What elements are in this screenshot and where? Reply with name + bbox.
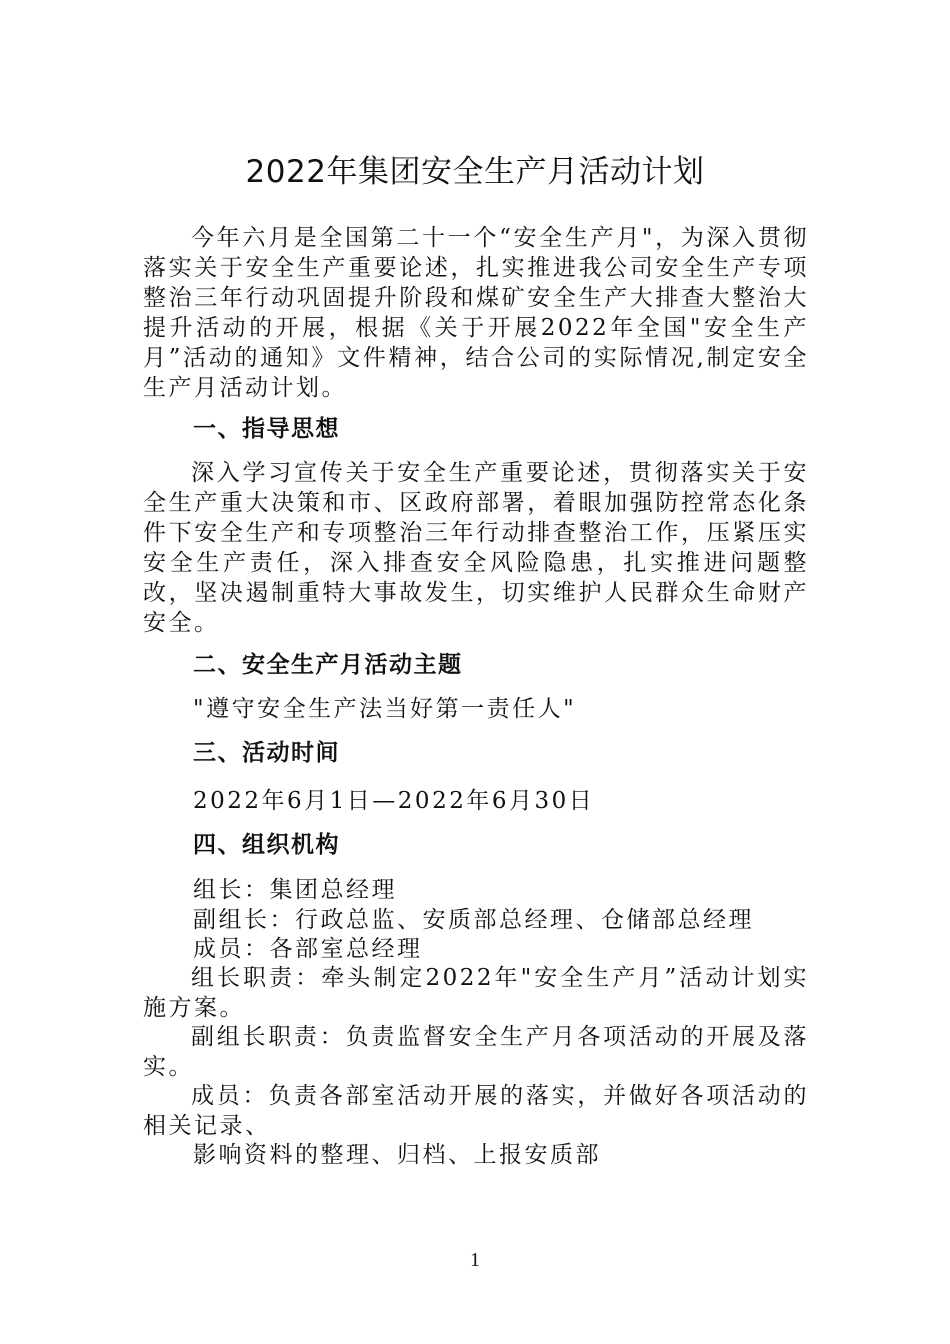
leader-duty-paragraph: 组长职责：牵头制定2022年"安全生产月”活动计划实施方案。 <box>143 965 809 1021</box>
intro-paragraph: 今年六月是全国第二十一个“安全生产月"，为深入贯彻落实关于安全生产重要论述，扎实推进我公司安全生产专项整治三年行动巩固提升阶段和煤矿安全生产大排查大整治大提升活动的开展，根据《关于开展2022年全国"安全生产月”活动的通知》文件精神，结合公司的实际情况,制定安全生产月活动计划。 <box>143 225 809 401</box>
section-heading-time: 三、活动时间 <box>193 740 340 766</box>
deputy-duty-paragraph: 副组长职责：负责监督安全生产月各项活动的开展及落实。 <box>143 1024 809 1080</box>
section-heading-organization: 四、组织机构 <box>193 832 340 858</box>
organization-deputy-leader: 副组长：行政总监、安质部总经理、仓储部总经理 <box>193 907 754 933</box>
section-heading-guiding-thought: 一、指导思想 <box>193 416 340 442</box>
activity-date-range: 2022年6月1日—2022年6月30日 <box>193 788 595 814</box>
organization-members: 成员：各部室总经理 <box>193 936 423 962</box>
guiding-thought-paragraph: 深入学习宣传关于安全生产重要论述，贯彻落实关于安全生产重大决策和市、区政府部署，着眼加强防控常态化条件下安全生产和专项整治三年行动排查整治工作，压紧压实安全生产责任，深入排查安全风险隐患，扎实推进问题整改，坚决遏制重特大事故发生，切实维护人民群众生命财产安全。 <box>143 460 809 636</box>
page-number: 1 <box>470 1249 480 1271</box>
members-duty-continuation: 影响资料的整理、归档、上报安质部 <box>193 1142 601 1168</box>
document-title: 2022年集团安全生产月活动计划 <box>245 154 705 190</box>
organization-leader: 组长：集团总经理 <box>193 877 397 903</box>
section-heading-theme: 二、安全生产月活动主题 <box>193 652 463 678</box>
members-duty-paragraph: 成员：负责各部室活动开展的落实，并做好各项活动的相关记录、 <box>143 1083 809 1139</box>
theme-text: "遵守安全生产法当好第一责任人" <box>193 696 577 722</box>
